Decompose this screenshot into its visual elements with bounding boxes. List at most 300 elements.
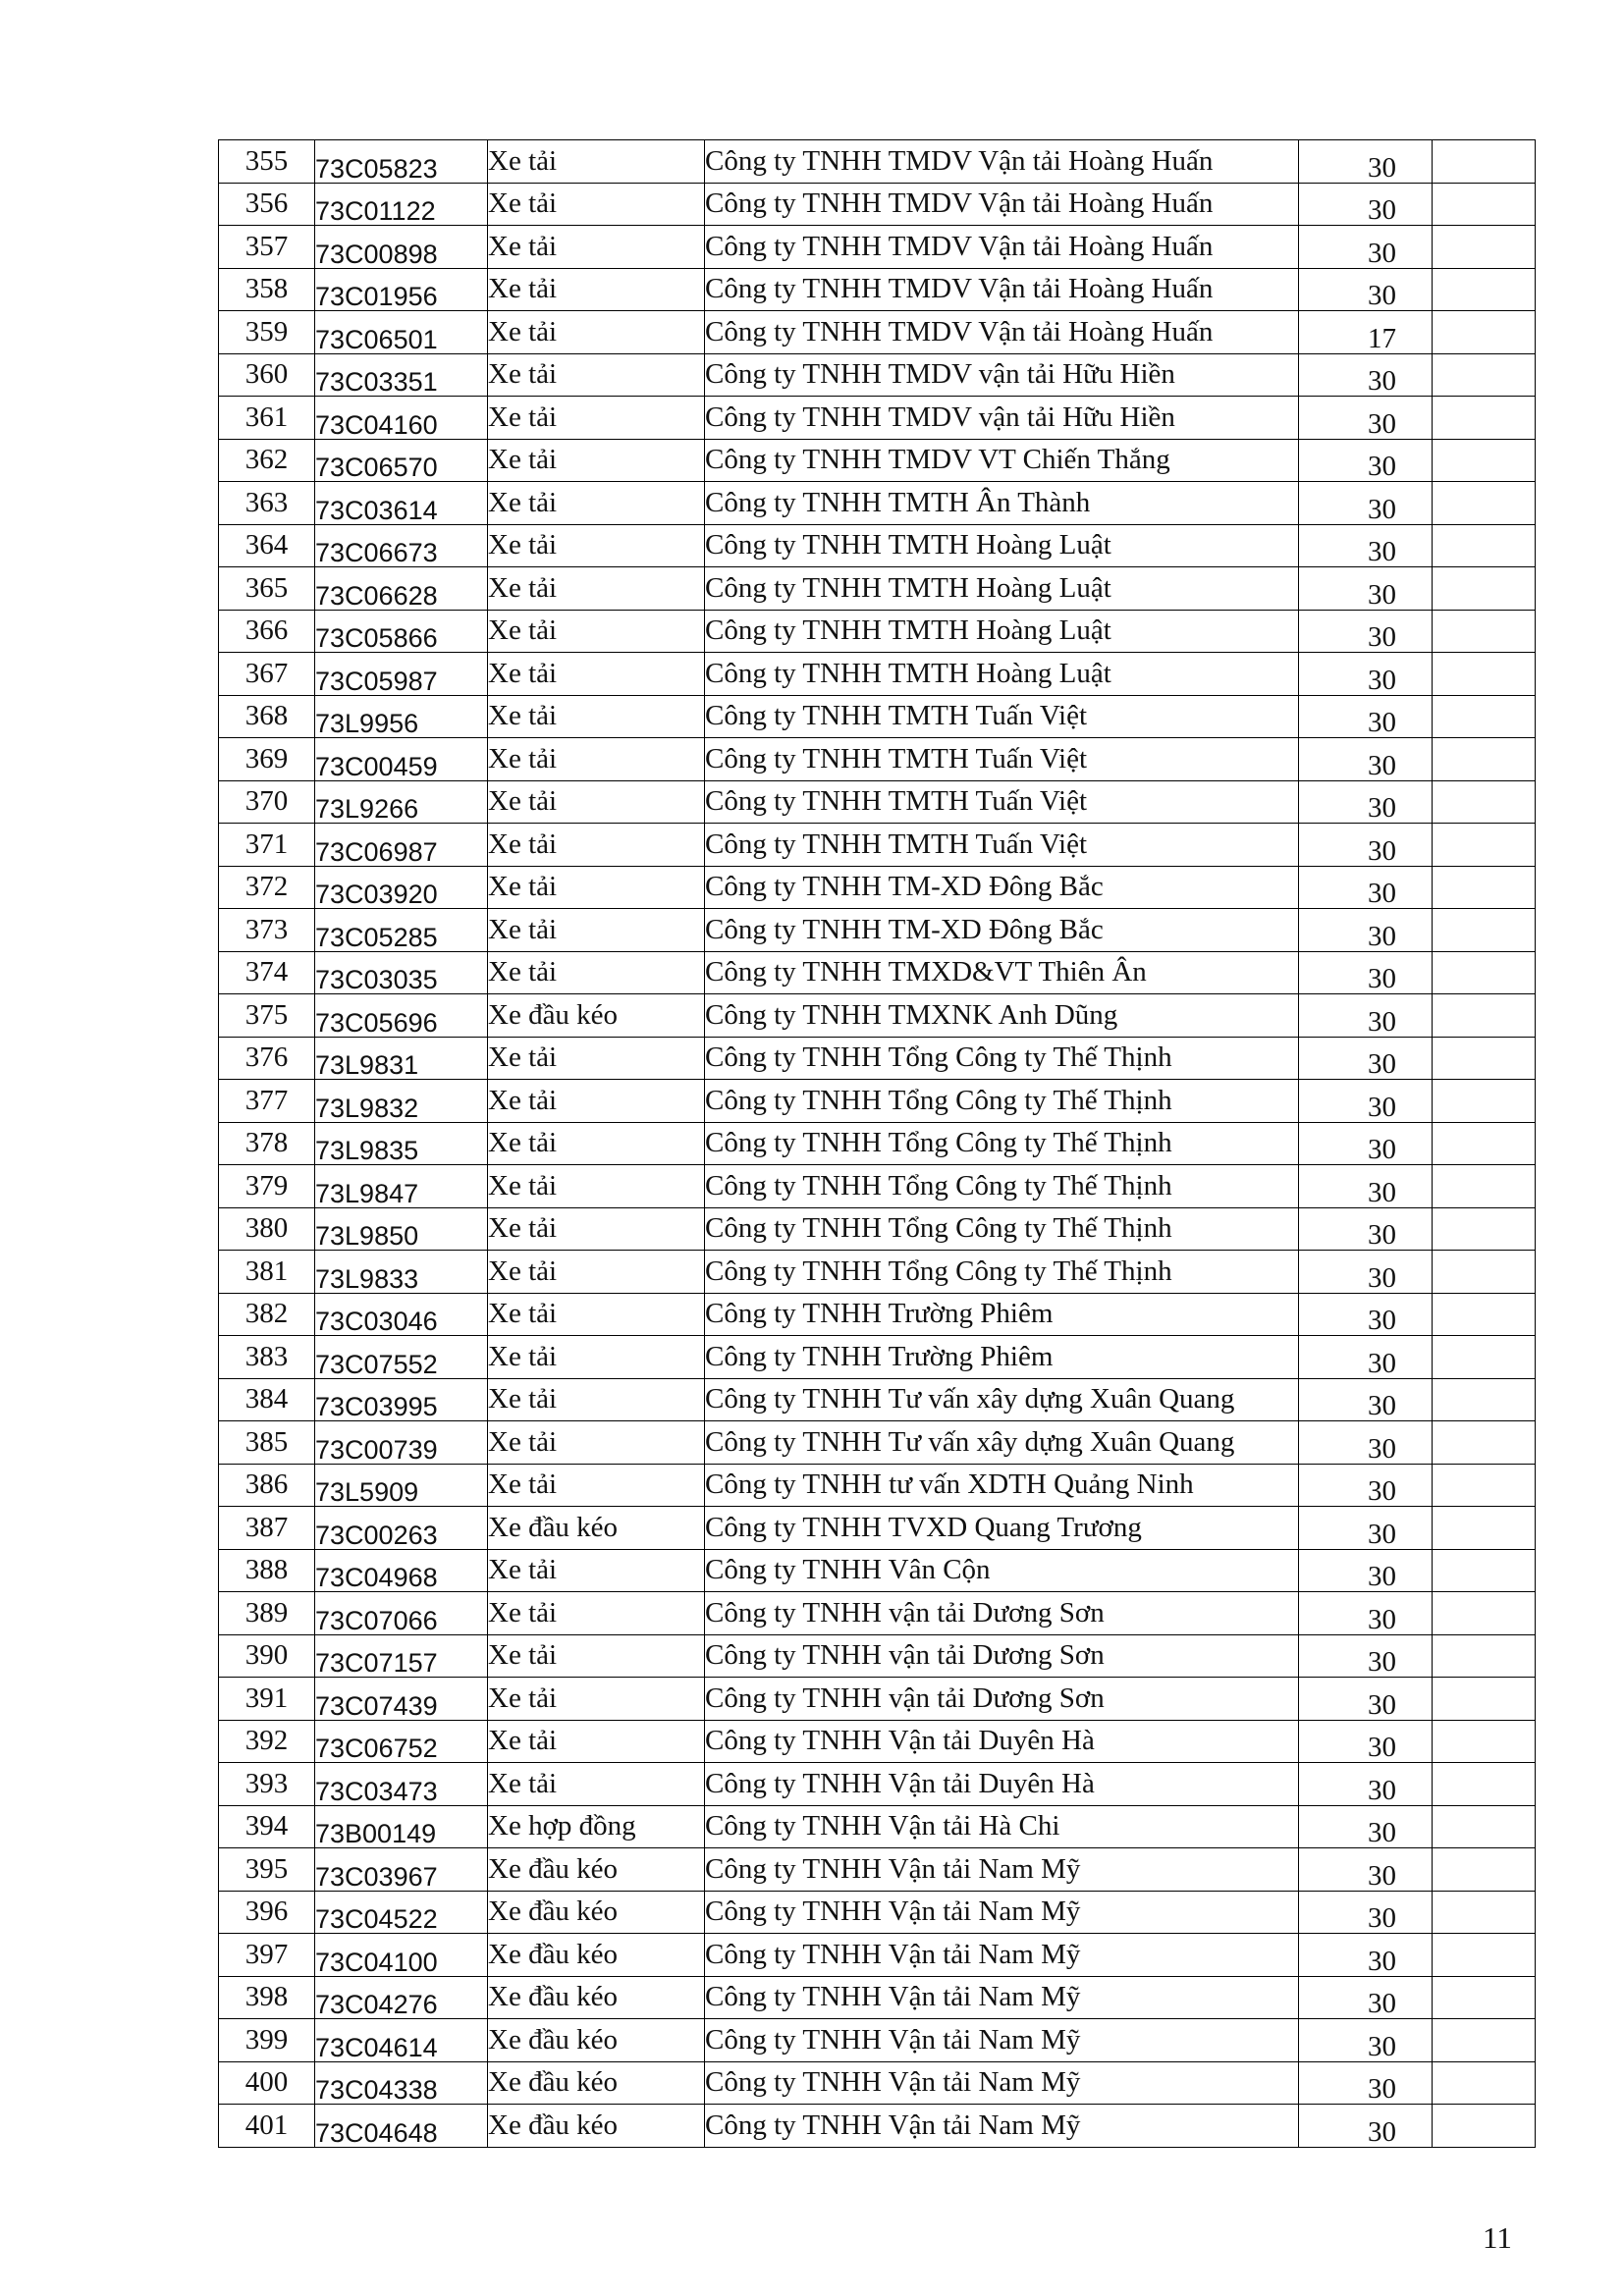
license-plate [315, 2105, 488, 2148]
license-plate [315, 1805, 488, 1848]
vehicle-type-text: Xe tải [488, 486, 558, 518]
license-plate [315, 866, 488, 909]
row-number-text: 366 [244, 614, 289, 647]
vehicle-type [488, 1507, 705, 1550]
duration-days-text: 30 [1368, 280, 1396, 311]
row-number-text: 378 [244, 1127, 289, 1159]
note-cell [1433, 866, 1536, 909]
row-number [219, 1976, 315, 2019]
company-name [705, 140, 1299, 184]
duration-days-text: 30 [1368, 237, 1396, 268]
vehicle-type [488, 1848, 705, 1892]
row-number [219, 226, 315, 269]
duration-days [1299, 1891, 1433, 1934]
vehicle-type [488, 311, 705, 354]
row-number [219, 866, 315, 909]
note-cell [1433, 1080, 1536, 1123]
note-cell [1433, 780, 1536, 824]
vehicle-type [488, 1464, 705, 1507]
vehicle-type [488, 1165, 705, 1208]
note-cell [1433, 1763, 1536, 1806]
license-plate [315, 909, 488, 952]
vehicle-type-text: Xe tải [488, 828, 558, 860]
row-number [219, 1507, 315, 1550]
license-plate-text: 73C06501 [315, 324, 438, 353]
license-plate [315, 951, 488, 994]
row-number [219, 780, 315, 824]
row-number [219, 1464, 315, 1507]
duration-days-text: 30 [1368, 1732, 1396, 1763]
duration-days-text: 30 [1368, 1817, 1396, 1848]
license-plate-text: 73C05987 [315, 666, 438, 695]
row-number [219, 2105, 315, 2148]
company-name-text: Công ty TNHH TMXNK Anh Dũng [705, 998, 1118, 1031]
row-number-text: 386 [244, 1468, 289, 1501]
company-name-text: Công ty TNHH TMXD&VT Thiên Ân [705, 956, 1147, 988]
table-row [219, 610, 1536, 653]
vehicle-type [488, 140, 705, 184]
company-name-text: Công ty TNHH Trường Phiêm [705, 1340, 1054, 1372]
row-number-text: 385 [244, 1425, 289, 1458]
license-plate-text: 73C00898 [315, 239, 438, 268]
vehicle-type [488, 824, 705, 867]
license-plate-text: 73C04276 [315, 1990, 438, 2019]
table-row [219, 1720, 1536, 1763]
vehicle-type [488, 1378, 705, 1421]
table-row [219, 1464, 1536, 1507]
company-name [705, 2105, 1299, 2148]
vehicle-type-text: Xe tải [488, 1725, 558, 1757]
note-cell [1433, 311, 1536, 354]
duration-days [1299, 1080, 1433, 1123]
note-cell [1433, 397, 1536, 440]
row-number-text: 401 [244, 2109, 289, 2141]
company-name-text: Công ty TNHH TMDV VT Chiến Thắng [705, 444, 1170, 476]
table-row [219, 226, 1536, 269]
table-row [219, 738, 1536, 781]
note-cell [1433, 268, 1536, 311]
table-row [219, 1891, 1536, 1934]
license-plate [315, 1592, 488, 1635]
row-number [219, 909, 315, 952]
vehicle-type-text: Xe tải [488, 1554, 558, 1586]
vehicle-type [488, 439, 705, 482]
license-plate [315, 140, 488, 184]
table-row [219, 311, 1536, 354]
vehicle-type-text: Xe đầu kéo [488, 1981, 619, 2013]
license-plate-text: 73C03035 [315, 965, 438, 994]
company-name-text: Công ty TNHH Tổng Công ty Thế Thịnh [705, 1041, 1172, 1074]
license-plate-text: 73C03967 [315, 1861, 438, 1891]
duration-days-text: 30 [1368, 1091, 1396, 1122]
company-name-text: Công ty TNHH Tư vấn xây dựng Xuân Quang [705, 1425, 1235, 1458]
row-number-text: 391 [244, 1682, 289, 1714]
row-number [219, 1805, 315, 1848]
company-name-text: Công ty TNHH TMTH Hoàng Luật [705, 571, 1111, 604]
table-row [219, 1976, 1536, 2019]
vehicle-type-text: Xe tải [488, 1127, 558, 1159]
duration-days [1299, 439, 1433, 482]
row-number-text: 396 [244, 1896, 289, 1928]
row-number-text: 399 [244, 2023, 289, 2056]
company-name [705, 1037, 1299, 1080]
company-name [705, 1207, 1299, 1251]
license-plate-text: 73C00739 [315, 1434, 438, 1464]
company-name-text: Công ty TNHH Vận tải Nam Mỹ [705, 1896, 1081, 1928]
vehicle-type-text: Xe đầu kéo [488, 2109, 619, 2141]
duration-days [1299, 1720, 1433, 1763]
license-plate-text: 73C07439 [315, 1690, 438, 1720]
company-name-text: Công ty TNHH TM-XD Đông Bắc [705, 913, 1104, 945]
company-name-text: Công ty TNHH TMDV Vận tải Hoàng Huấn [705, 315, 1214, 347]
duration-days-text: 30 [1368, 1432, 1396, 1464]
row-number [219, 1592, 315, 1635]
row-number-text: 380 [244, 1212, 289, 1245]
row-number-text: 375 [244, 998, 289, 1031]
duration-days [1299, 738, 1433, 781]
row-number-text: 377 [244, 1084, 289, 1116]
license-plate [315, 1122, 488, 1165]
duration-days-text: 30 [1368, 2030, 1396, 2061]
row-number-text: 374 [244, 956, 289, 988]
row-number [219, 1634, 315, 1678]
vehicle-type [488, 1251, 705, 1294]
note-cell [1433, 1293, 1536, 1336]
table-row [219, 824, 1536, 867]
company-name [705, 951, 1299, 994]
duration-days-text: 30 [1368, 578, 1396, 610]
license-plate-text: 73C07066 [315, 1605, 438, 1634]
row-number [219, 1891, 315, 1934]
vehicle-type [488, 1592, 705, 1635]
table-row [219, 353, 1536, 397]
row-number [219, 1720, 315, 1763]
duration-days-text: 30 [1368, 834, 1396, 866]
company-name-text: Công ty TNHH Trường Phiêm [705, 1298, 1054, 1330]
table-row [219, 2061, 1536, 2105]
note-cell [1433, 567, 1536, 611]
license-plate-text: 73C04100 [315, 1947, 438, 1976]
vehicle-type-text: Xe tải [488, 230, 558, 262]
vehicle-type-text: Xe tải [488, 315, 558, 347]
table-row [219, 695, 1536, 738]
company-name-text: Công ty TNHH Tổng Công ty Thế Thịnh [705, 1212, 1172, 1245]
note-cell [1433, 1421, 1536, 1465]
note-cell [1433, 524, 1536, 567]
company-name [705, 1720, 1299, 1763]
row-number-text: 373 [244, 913, 289, 945]
vehicle-type-text: Xe đầu kéo [488, 2023, 619, 2056]
vehicle-type [488, 1678, 705, 1721]
table-row [219, 1336, 1536, 1379]
row-number-text: 358 [244, 273, 289, 305]
row-number [219, 1336, 315, 1379]
company-name [705, 1976, 1299, 2019]
note-cell [1433, 140, 1536, 184]
license-plate-text: 73B00149 [315, 1819, 437, 1848]
row-number [219, 951, 315, 994]
duration-days [1299, 353, 1433, 397]
license-plate [315, 1976, 488, 2019]
row-number [219, 567, 315, 611]
duration-days [1299, 2061, 1433, 2105]
note-cell [1433, 2019, 1536, 2062]
vehicle-type [488, 1934, 705, 1977]
table-row [219, 1507, 1536, 1550]
note-cell [1433, 738, 1536, 781]
license-plate [315, 524, 488, 567]
row-number [219, 353, 315, 397]
license-plate-text: 73L9835 [315, 1136, 419, 1165]
company-name [705, 226, 1299, 269]
row-number [219, 482, 315, 525]
vehicle-type [488, 1634, 705, 1678]
vehicle-type-text: Xe tải [488, 1340, 558, 1372]
license-plate [315, 738, 488, 781]
company-name-text: Công ty TNHH Vận tải Nam Mỹ [705, 1852, 1081, 1885]
license-plate-text: 73C04648 [315, 2117, 438, 2147]
duration-days-text: 30 [1368, 194, 1396, 226]
vehicle-type [488, 1207, 705, 1251]
company-name [705, 909, 1299, 952]
row-number-text: 383 [244, 1340, 289, 1372]
company-name-text: Công ty TNHH Vận tải Nam Mỹ [705, 2023, 1081, 2056]
company-name-text: Công ty TNHH Vận tải Duyên Hà [705, 1725, 1095, 1757]
duration-days-text: 30 [1368, 1688, 1396, 1720]
duration-days [1299, 1763, 1433, 1806]
company-name [705, 1592, 1299, 1635]
company-name [705, 567, 1299, 611]
license-plate [315, 1934, 488, 1977]
duration-days [1299, 140, 1433, 184]
license-plate-text: 73C05823 [315, 153, 438, 183]
row-number-text: 384 [244, 1383, 289, 1415]
row-number [219, 1421, 315, 1465]
license-plate [315, 695, 488, 738]
company-name [705, 1507, 1299, 1550]
company-name [705, 1805, 1299, 1848]
row-number-text: 387 [244, 1511, 289, 1543]
duration-days [1299, 1336, 1433, 1379]
company-name [705, 695, 1299, 738]
row-number-text: 361 [244, 400, 289, 433]
duration-days-text: 30 [1368, 1176, 1396, 1207]
vehicle-type [488, 397, 705, 440]
note-cell [1433, 1207, 1536, 1251]
row-number-text: 355 [244, 144, 289, 177]
duration-days [1299, 1976, 1433, 2019]
duration-days [1299, 226, 1433, 269]
vehicle-type-text: Xe tải [488, 956, 558, 988]
company-name [705, 610, 1299, 653]
license-plate [315, 653, 488, 696]
vehicle-registry-table [218, 139, 1536, 2148]
license-plate-text: 73C06628 [315, 580, 438, 610]
duration-days [1299, 1592, 1433, 1635]
note-cell [1433, 1165, 1536, 1208]
license-plate [315, 994, 488, 1038]
company-name [705, 1891, 1299, 1934]
company-name [705, 397, 1299, 440]
row-number [219, 1934, 315, 1977]
duration-days-text: 30 [1368, 1134, 1396, 1165]
row-number [219, 824, 315, 867]
vehicle-registry-body [219, 140, 1536, 2148]
license-plate [315, 780, 488, 824]
vehicle-type [488, 653, 705, 696]
table-row [219, 1763, 1536, 1806]
company-name-text: Công ty TNHH vận tải Dương Sơn [705, 1596, 1105, 1629]
duration-days-text: 30 [1368, 664, 1396, 695]
note-cell [1433, 1037, 1536, 1080]
vehicle-type-text: Xe tải [488, 700, 558, 732]
vehicle-type-text: Xe tải [488, 1298, 558, 1330]
duration-days [1299, 994, 1433, 1038]
table-row [219, 866, 1536, 909]
duration-days [1299, 1549, 1433, 1592]
duration-days [1299, 695, 1433, 738]
note-cell [1433, 653, 1536, 696]
row-number-text: 400 [244, 2066, 289, 2099]
vehicle-type-text: Xe đầu kéo [488, 1938, 619, 1970]
row-number-text: 360 [244, 358, 289, 391]
company-name-text: Công ty TNHH TMTH Hoàng Luật [705, 614, 1111, 647]
table-row [219, 1080, 1536, 1123]
vehicle-type-text: Xe tải [488, 1596, 558, 1629]
license-plate [315, 1293, 488, 1336]
license-plate-text: 73C06673 [315, 538, 438, 567]
company-name [705, 1678, 1299, 1721]
duration-days [1299, 1805, 1433, 1848]
license-plate [315, 1678, 488, 1721]
vehicle-type-text: Xe tải [488, 1639, 558, 1672]
note-cell [1433, 1634, 1536, 1678]
vehicle-type-text: Xe tải [488, 1682, 558, 1714]
license-plate [315, 1720, 488, 1763]
row-number [219, 1378, 315, 1421]
license-plate-text: 73C04522 [315, 1904, 438, 1934]
duration-days-text: 30 [1368, 1475, 1396, 1507]
table-row [219, 140, 1536, 184]
table-row [219, 994, 1536, 1038]
duration-days-text: 30 [1368, 451, 1396, 482]
table-row [219, 1251, 1536, 1294]
license-plate [315, 1207, 488, 1251]
table-row [219, 780, 1536, 824]
vehicle-type [488, 1805, 705, 1848]
vehicle-type-text: Xe tải [488, 1255, 558, 1287]
duration-days-text: 30 [1368, 1048, 1396, 1080]
row-number [219, 1037, 315, 1080]
license-plate [315, 824, 488, 867]
row-number [219, 2019, 315, 2062]
note-cell [1433, 1592, 1536, 1635]
duration-days [1299, 1634, 1433, 1678]
vehicle-type-text: Xe tải [488, 1084, 558, 1116]
note-cell [1433, 1122, 1536, 1165]
duration-days [1299, 311, 1433, 354]
company-name-text: Công ty TNHH Vận tải Nam Mỹ [705, 2109, 1081, 2141]
row-number [219, 2061, 315, 2105]
duration-days [1299, 2105, 1433, 2148]
row-number [219, 738, 315, 781]
duration-days [1299, 2019, 1433, 2062]
note-cell [1433, 1805, 1536, 1848]
license-plate-text: 73L5909 [315, 1477, 419, 1507]
duration-days [1299, 1848, 1433, 1892]
vehicle-type [488, 1336, 705, 1379]
company-name-text: Công ty TNHH Vân Cộn [705, 1554, 991, 1586]
license-plate-text: 73C00459 [315, 751, 438, 780]
row-number [219, 268, 315, 311]
vehicle-type [488, 2061, 705, 2105]
duration-days-text: 30 [1368, 1390, 1396, 1421]
license-plate [315, 1763, 488, 1806]
company-name-text: Công ty TNHH Vận tải Hà Chi [705, 1810, 1060, 1842]
license-plate-text: 73C04160 [315, 409, 438, 439]
row-number-text: 372 [244, 871, 289, 903]
license-plate-text: 73C04968 [315, 1563, 438, 1592]
company-name [705, 1336, 1299, 1379]
duration-days [1299, 482, 1433, 525]
license-plate [315, 311, 488, 354]
table-row [219, 1207, 1536, 1251]
license-plate-text: 73C06752 [315, 1734, 438, 1763]
table-row [219, 268, 1536, 311]
license-plate-text: 73C05866 [315, 623, 438, 653]
duration-days-text: 30 [1368, 963, 1396, 994]
duration-days [1299, 524, 1433, 567]
vehicle-type-text: Xe tải [488, 1212, 558, 1245]
row-number [219, 1549, 315, 1592]
row-number [219, 653, 315, 696]
vehicle-type-text: Xe đầu kéo [488, 1896, 619, 1928]
company-name-text: Công ty TNHH Tổng Công ty Thế Thịnh [705, 1084, 1172, 1116]
duration-days [1299, 1934, 1433, 1977]
row-number-text: 382 [244, 1298, 289, 1330]
vehicle-type-text: Xe tải [488, 1767, 558, 1799]
duration-days-text: 30 [1368, 1902, 1396, 1934]
company-name [705, 824, 1299, 867]
license-plate-text: 73L9850 [315, 1221, 419, 1251]
duration-days-text: 30 [1368, 1005, 1396, 1037]
row-number [219, 1165, 315, 1208]
row-number-text: 371 [244, 828, 289, 860]
row-number-text: 364 [244, 529, 289, 561]
row-number-text: 359 [244, 315, 289, 347]
vehicle-type [488, 994, 705, 1038]
table-row [219, 1848, 1536, 1892]
company-name [705, 1251, 1299, 1294]
license-plate-text: 73C06987 [315, 836, 438, 866]
duration-days-text: 30 [1368, 792, 1396, 824]
note-cell [1433, 1464, 1536, 1507]
duration-days [1299, 567, 1433, 611]
license-plate-text: 73L9266 [315, 794, 419, 824]
duration-days-text: 30 [1368, 1305, 1396, 1336]
license-plate-text: 73C05696 [315, 1007, 438, 1037]
duration-days-text: 30 [1368, 151, 1396, 183]
vehicle-type-text: Xe hợp đồng [488, 1810, 636, 1842]
vehicle-type-text: Xe tải [488, 187, 558, 220]
row-number [219, 1122, 315, 1165]
note-cell [1433, 824, 1536, 867]
page-number: 11 [1483, 2220, 1512, 2255]
note-cell [1433, 610, 1536, 653]
duration-days [1299, 610, 1433, 653]
row-number [219, 397, 315, 440]
table-row [219, 2105, 1536, 2148]
